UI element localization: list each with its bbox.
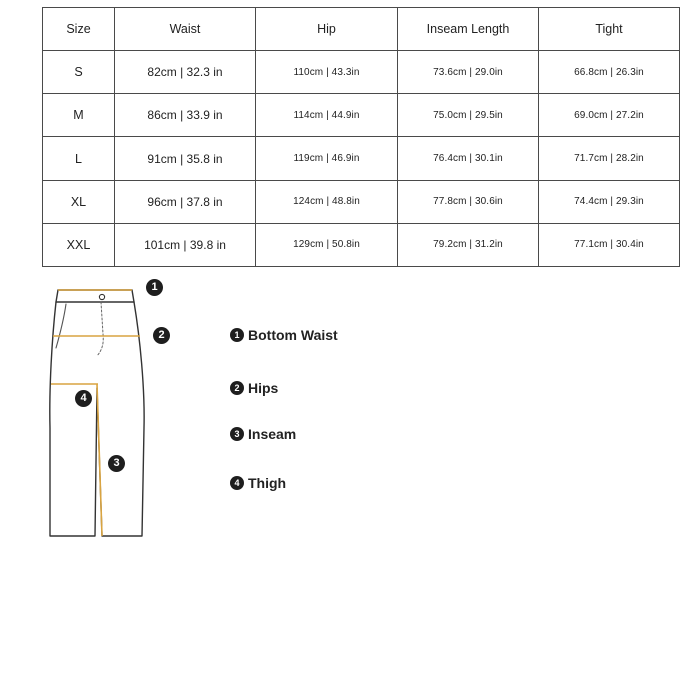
pocket-outline [56, 304, 66, 348]
hip-cell: 119cm | 46.9in [256, 137, 398, 180]
legend-label: Thigh [248, 474, 287, 491]
size-cell: XXL [43, 223, 115, 266]
waist-cell: 101cm | 39.8 in [115, 223, 256, 266]
pants-diagram [44, 278, 184, 544]
header-cell-inseam: Inseam Length [398, 8, 539, 51]
inseam-cell: 77.8cm | 30.6in [398, 180, 539, 223]
legend-item-hips [230, 379, 278, 399]
legend-number-2-icon: 2 [230, 381, 244, 395]
header-cell-waist: Waist [115, 8, 256, 51]
button-icon [99, 294, 104, 299]
waist-cell: 96cm | 37.8 in [115, 180, 256, 223]
waist-cell: 82cm | 32.3 in [115, 51, 256, 94]
inseam-cell: 79.2cm | 31.2in [398, 223, 539, 266]
size-chart-table [42, 7, 680, 267]
legend-item-inseam [230, 425, 296, 445]
size-cell: M [43, 94, 115, 137]
size-cell: XL [43, 180, 115, 223]
inseam-cell: 73.6cm | 29.0in [398, 51, 539, 94]
inseam-measure-line [97, 384, 102, 536]
marker-3-icon: 3 [108, 455, 125, 472]
hip-cell: 129cm | 50.8in [256, 223, 398, 266]
tight-cell: 66.8cm | 26.3in [539, 51, 680, 94]
inseam-cell: 76.4cm | 30.1in [398, 137, 539, 180]
header-cell-size: Size [43, 8, 115, 51]
tight-cell: 77.1cm | 30.4in [539, 223, 680, 266]
waist-cell: 91cm | 35.8 in [115, 137, 256, 180]
size-cell: L [43, 137, 115, 180]
header-cell-hip: Hip [256, 8, 398, 51]
legend-number-3-icon: 3 [230, 427, 244, 441]
legend-number-4-icon: 4 [230, 476, 244, 490]
waist-cell: 86cm | 33.9 in [115, 94, 256, 137]
table-row [43, 180, 680, 223]
hip-cell: 110cm | 43.3in [256, 51, 398, 94]
tight-cell: 71.7cm | 28.2in [539, 137, 680, 180]
tight-cell: 74.4cm | 29.3in [539, 180, 680, 223]
legend-item-thigh [230, 474, 286, 494]
hip-cell: 114cm | 44.9in [256, 94, 398, 137]
legend-label: Bottom Waist [248, 326, 338, 343]
pants-outline [50, 302, 144, 536]
marker-1-icon: 1 [146, 279, 163, 296]
legend-number-1-icon: 1 [230, 328, 244, 342]
table-row [43, 137, 680, 180]
pants-icon [44, 278, 184, 544]
table-row [43, 223, 680, 266]
marker-4-icon: 4 [75, 390, 92, 407]
fly-stitch [97, 302, 103, 356]
inseam-cell: 75.0cm | 29.5in [398, 94, 539, 137]
table-row [43, 51, 680, 94]
table-row [43, 94, 680, 137]
hip-cell: 124cm | 48.8in [256, 180, 398, 223]
waistband-outline [56, 290, 134, 302]
header-cell-tight: Tight [539, 8, 680, 51]
legend-item-bottom-waist [230, 326, 338, 346]
legend-label: Hips [248, 379, 279, 396]
legend-label: Inseam [248, 425, 297, 442]
tight-cell: 69.0cm | 27.2in [539, 94, 680, 137]
marker-2-icon: 2 [153, 327, 170, 344]
size-cell: S [43, 51, 115, 94]
table-header-row [43, 8, 680, 51]
